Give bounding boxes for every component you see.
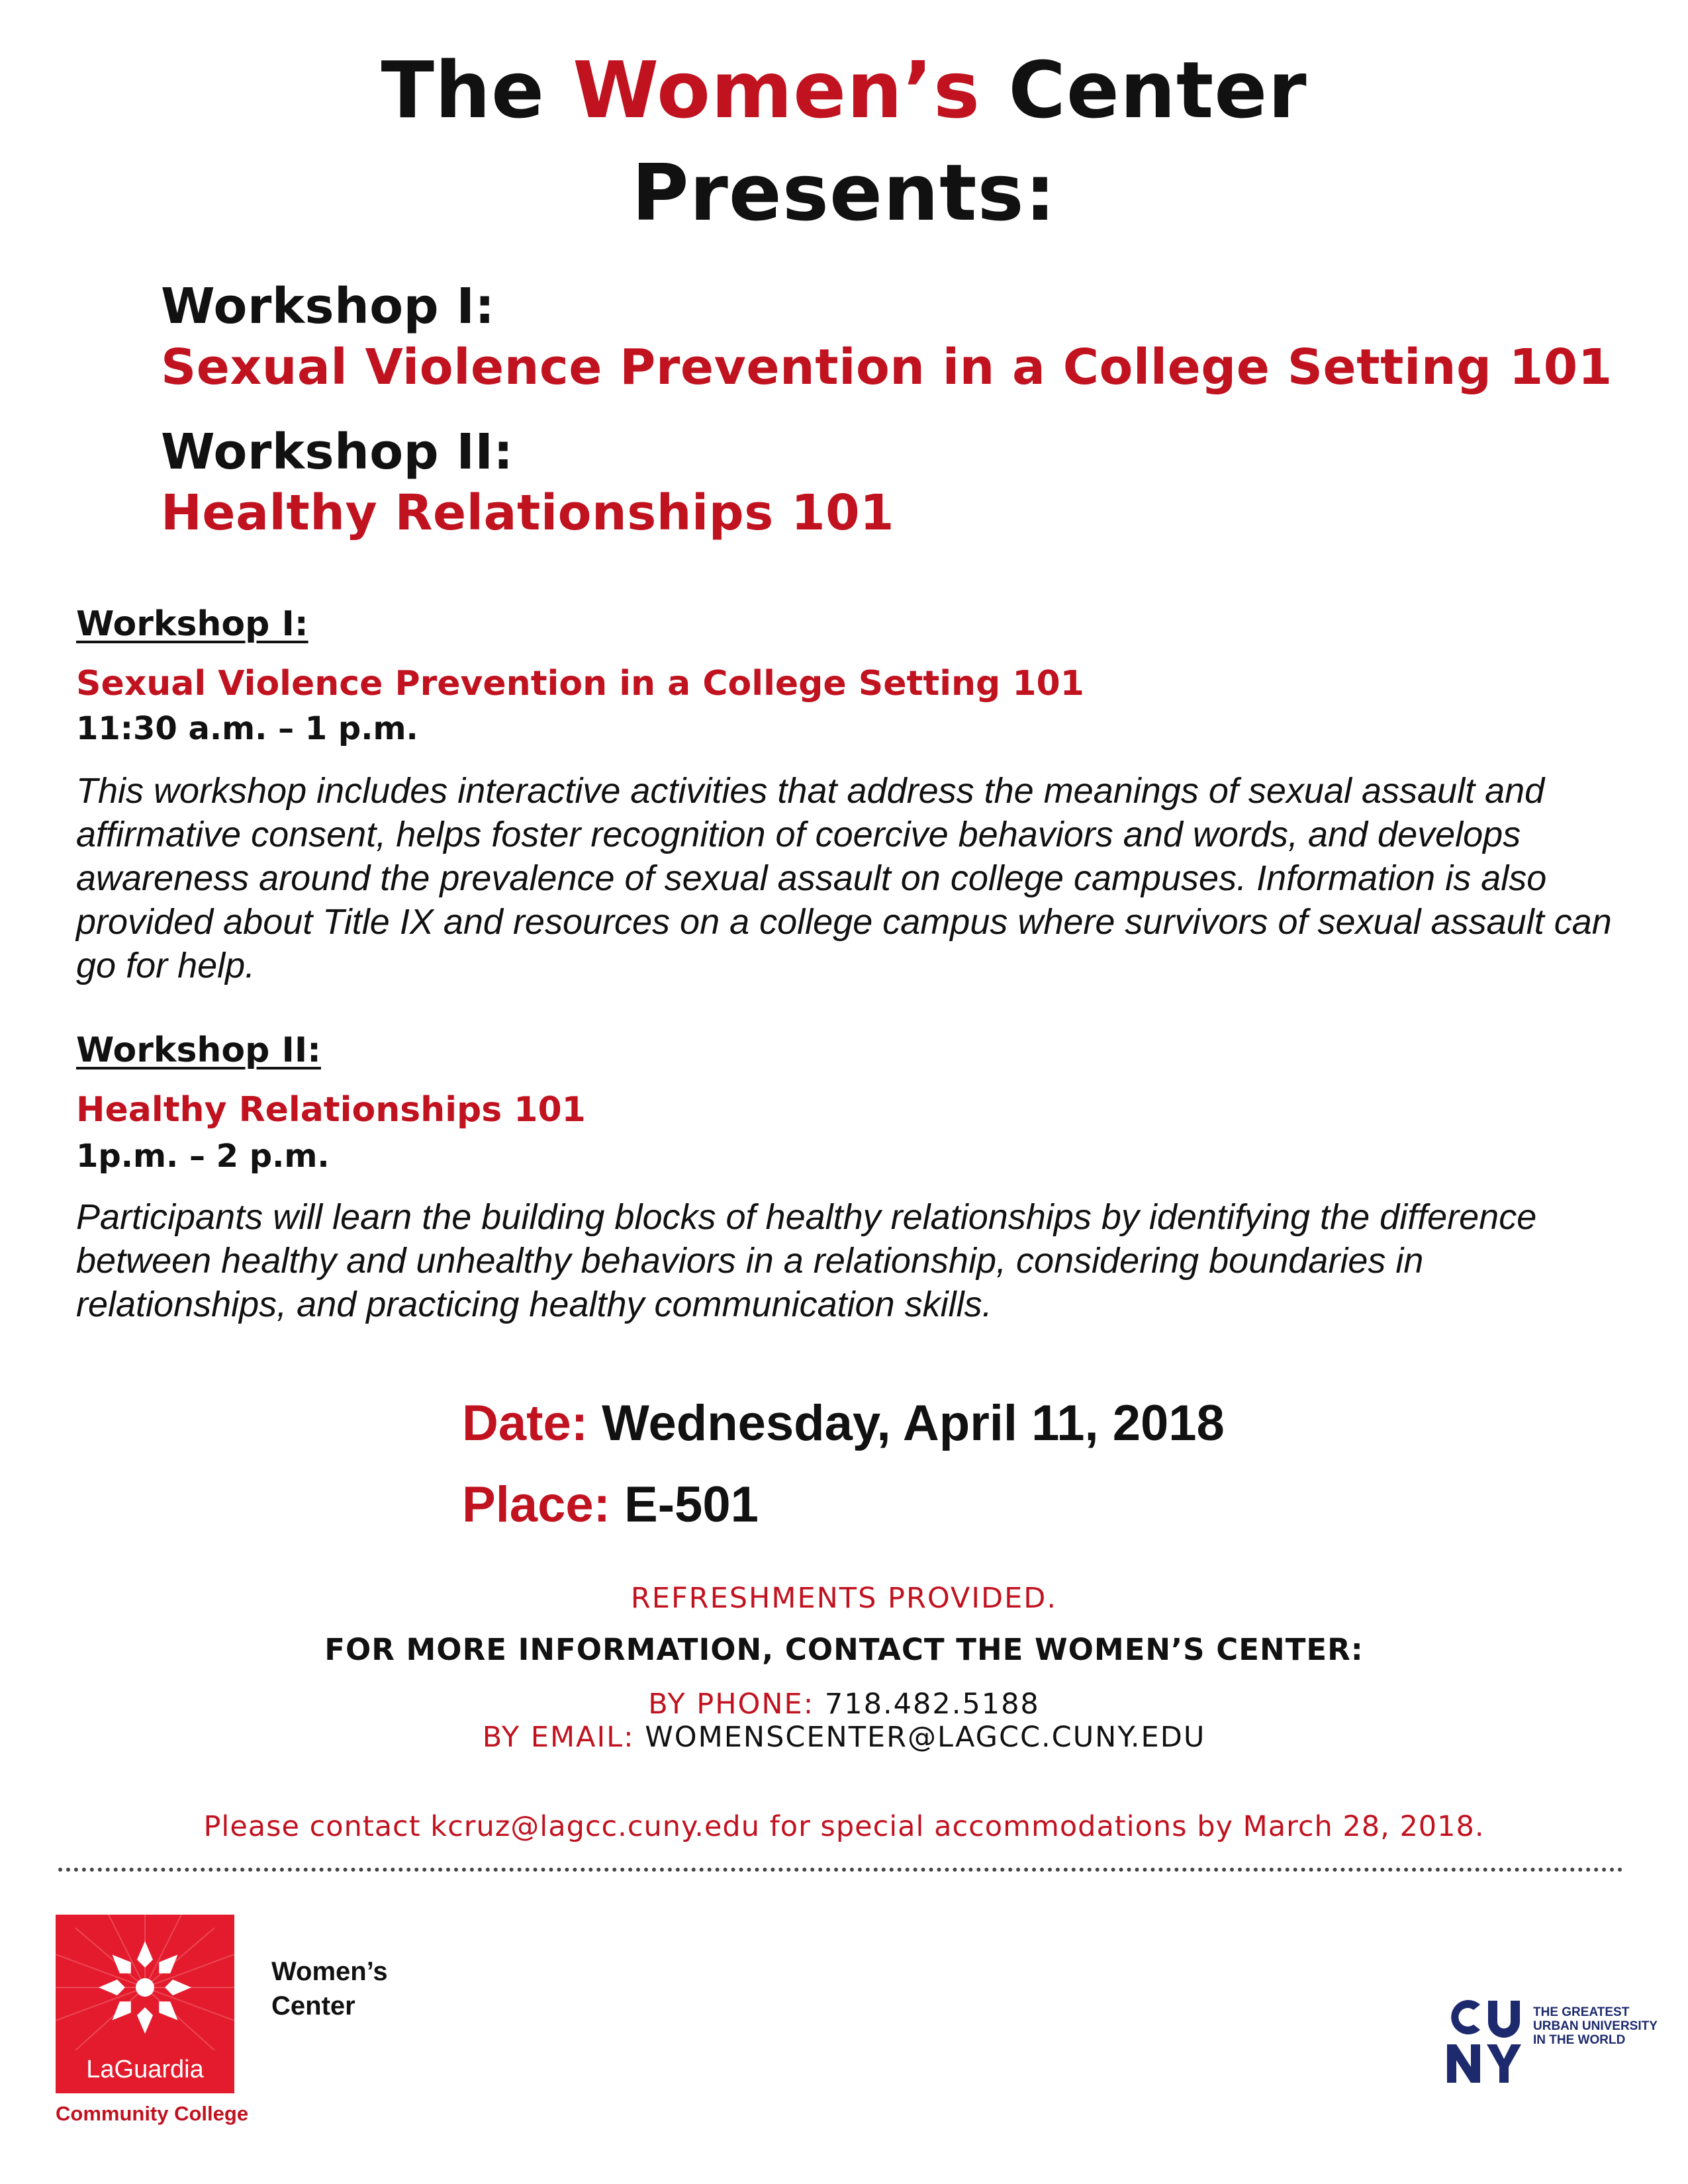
title-presents: Presents: xyxy=(632,147,1056,238)
place-label: Place: xyxy=(462,1477,610,1533)
laguardia-subtitle: Community College xyxy=(56,2102,249,2125)
cuny-logo-icon xyxy=(1443,1995,1529,2088)
date-value: Wednesday, April 11, 2018 xyxy=(602,1395,1225,1451)
contact-email xyxy=(0,1721,1688,1754)
cuny-tagline-line-3: IN THE WORLD xyxy=(1533,2033,1626,2047)
page-title xyxy=(0,46,1688,134)
email-value[interactable]: WOMENSCENTER@LAGCC.CUNY.EDU xyxy=(645,1721,1206,1754)
section-2-heading: Workshop II: xyxy=(76,1030,321,1070)
womens-center-logo-text xyxy=(271,1954,388,2023)
cuny-tagline-line-2: URBAN UNIVERSITY xyxy=(1533,2019,1658,2033)
top-workshop-1-label: Workshop I: xyxy=(161,278,495,335)
date-label: Date: xyxy=(462,1395,588,1451)
section-1-heading: Workshop I: xyxy=(76,604,308,644)
top-workshop-2-name: Healthy Relationships 101 xyxy=(161,484,895,541)
event-place xyxy=(462,1476,759,1533)
refreshments-note: REFRESHMENTS PROVIDED. xyxy=(630,1582,1058,1615)
cuny-tagline xyxy=(1533,2005,1658,2047)
phone-value[interactable]: 718.482.5188 xyxy=(824,1688,1040,1721)
womens-center-line-2: Center xyxy=(271,1991,355,2021)
section-2-time: 1p.m. – 2 p.m. xyxy=(76,1138,330,1175)
cuny-logo xyxy=(1443,1995,1529,2091)
top-workshop-2-label: Workshop II: xyxy=(161,424,514,480)
event-date xyxy=(462,1394,1225,1452)
accommodations-note: Please contact kcruz@lagcc.cuny.edu for special accommodations by March 28, 2018. xyxy=(203,1810,1485,1843)
dotted-divider xyxy=(58,1868,1623,1872)
section-1-name: Sexual Violence Prevention in a College Setting 101 xyxy=(76,664,1084,704)
section-1-description: This workshop includes interactive activities that address the meanings of sexual assault and affirmative consent, helps foster recognition of coercive behaviors and words, and develops awareness around the prevalence of sexual assault on college campuses. Information is also provided about Title IX and resources on a college campus where survivors of sexual assault can go for help. xyxy=(76,771,1612,985)
title-the: The xyxy=(381,44,545,136)
womens-center-line-1: Women’s xyxy=(271,1957,388,1986)
laguardia-name: LaGuardia xyxy=(86,2056,204,2083)
title-womens: Women’s xyxy=(573,44,981,136)
section-2-description: Participants will learn the building blocks of healthy relationships by identifying the difference between healthy and unhealthy behaviors in a relationship, considering boundaries in relationships, and practicing healthy communication skills. xyxy=(76,1197,1537,1324)
email-label: BY EMAIL: xyxy=(482,1721,635,1754)
place-value: E-501 xyxy=(624,1477,759,1533)
title-center: Center xyxy=(1008,44,1307,136)
contact-phone xyxy=(0,1688,1688,1721)
cuny-tagline-line-1: THE GREATEST xyxy=(1533,2005,1630,2019)
phone-label: BY PHONE: xyxy=(648,1688,815,1721)
section-2-name: Healthy Relationships 101 xyxy=(76,1090,586,1130)
section-1-time: 11:30 a.m. – 1 p.m. xyxy=(76,710,418,747)
contact-heading: FOR MORE INFORMATION, CONTACT THE WOMEN’S CENTER: xyxy=(324,1632,1364,1667)
top-workshop-1-name: Sexual Violence Prevention in a College Setting 101 xyxy=(161,339,1613,396)
